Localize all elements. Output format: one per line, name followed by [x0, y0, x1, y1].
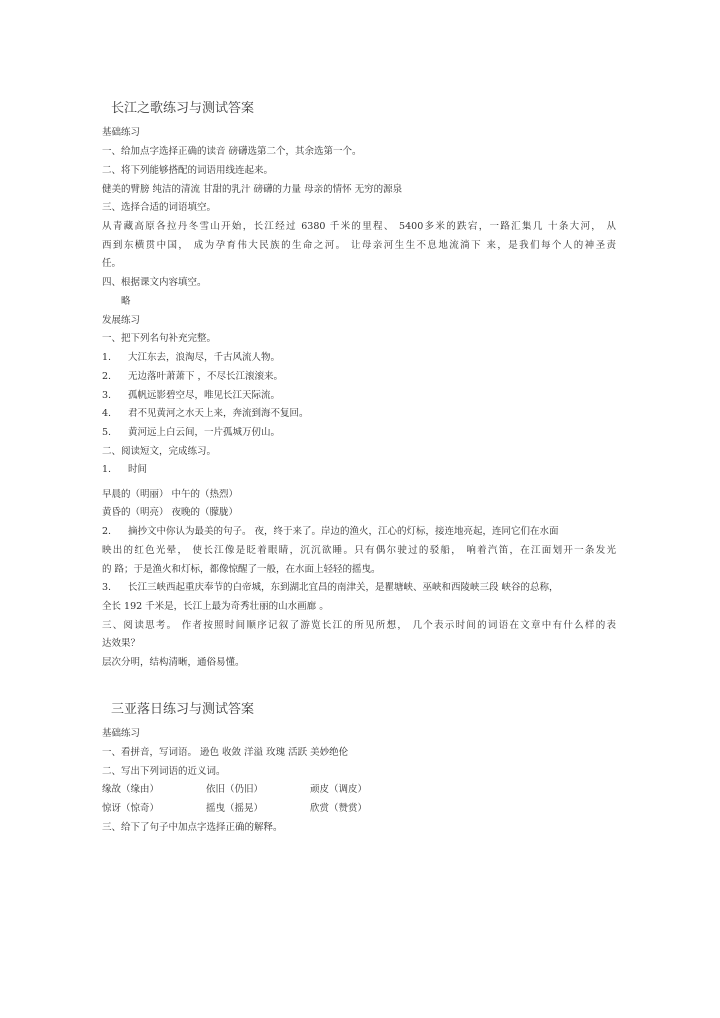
question-line: 三、阅读思考。 作者按照时间顺序记叙了游览长江的所见所想， 几个表示时间的词语在文章中有什么样的表 [102, 620, 616, 631]
synonym-pair: 顽皮（调皮） [310, 784, 368, 795]
list-item [102, 426, 280, 439]
answer-line: 全长 192 千米是，长江上最为奇秀壮丽的山水画廊 。 [102, 601, 329, 612]
answer-line: 从青藏高原各拉丹冬雪山开始，长江经过 6380 千米的里程、 5400多米的跌宕，一路汇集几 十条大河， 从 [102, 221, 616, 232]
item-number: 3. [102, 582, 112, 593]
question-line: 三、选择合适的词语填空。 [102, 202, 217, 213]
question-line: 一、把下列名句补充完整。 [102, 333, 217, 344]
question-line: 三、给下了句子中加点字选择正确的解释。 [102, 822, 283, 833]
synonym-pair: 缘故（缘由） [102, 784, 160, 795]
item-text: 无边落叶萧萧下 ，不尽长江滚滚来。 [128, 371, 284, 382]
subheading: 基础练习 [102, 127, 141, 138]
item-number: 3. [102, 390, 112, 401]
answer-line: 的 路；于是渔火和灯标，都像惊醒了一般，在水面上轻轻的摇曳。 [102, 564, 381, 575]
section-title: 三亚落日练习与测试答案 [111, 702, 255, 717]
question-line: 一、给加点字选择正确的读音 磅礴选第二个，其余选第一个。 [102, 146, 362, 157]
item-text: 长江三峡西起重庆奉节的白帝城，东到湖北宜昌的南津关，是瞿塘峡、巫峡和西陵峡三段 峡谷的总称， [128, 582, 559, 593]
item-number: 1. [102, 464, 112, 475]
item-text: 黄河远上白云间，一片孤城万仞山。 [128, 427, 281, 438]
question-line: 一、看拼音，写词语。 逊色 收敛 洋溢 玫瑰 活跃 美妙绝伦 [102, 747, 349, 758]
list-item [102, 525, 559, 538]
list-item [102, 370, 283, 383]
synonym-row [102, 783, 367, 796]
question-line: 达效果？ [102, 638, 141, 649]
answer-line: 略 [121, 296, 131, 307]
list-item [102, 407, 309, 420]
item-number: 5. [102, 427, 112, 438]
subheading: 发展练习 [102, 315, 141, 326]
answer-line: 映出的红色光晕， 使长江像是眨着眼睛，沉沉欲睡。只有偶尔驶过的驳船， 响着汽笛，在江面划开一条发光 [102, 545, 616, 556]
synonym-row [102, 802, 367, 815]
question-line: 二、阅读短文，完成练习。 [102, 446, 217, 457]
item-number: 2. [102, 526, 112, 537]
synonym-pair: 欣赏（赞赏） [310, 803, 368, 814]
item-text: 大江东去，浪淘尽，千古风流人物。 [128, 352, 281, 363]
list-item [102, 581, 559, 594]
answer-line: 健美的臂膀 纯洁的清流 甘甜的乳汁 磅礴的力量 母亲的情怀 无穷的源泉 [102, 184, 403, 195]
answer-line: 西到东横贯中国， 成为孕育伟大民族的生命之河。 让母亲河生生不息地流淌下 来，是我们每个人的神圣责 [102, 240, 616, 251]
item-number: 2. [102, 371, 112, 382]
question-line: 二、写出下列词语的近义词。 [102, 766, 226, 777]
item-text: 君不见黄河之水天上来，奔流到海不复回。 [128, 408, 309, 419]
list-item [102, 351, 280, 364]
list-item [102, 463, 147, 476]
section-title: 长江之歌练习与测试答案 [111, 101, 255, 116]
subheading: 基础练习 [102, 728, 141, 739]
synonym-pair: 惊讶（惊奇） [102, 803, 160, 814]
answer-line: 任。 [102, 258, 122, 269]
item-text: 摘抄文中你认为最美的句子。 夜，终于来了。岸边的渔火，江心的灯标，接连地亮起，连同它们在水面 [128, 526, 559, 537]
item-text: 时间 [128, 464, 148, 475]
synonym-pair: 摇曳（摇晃） [206, 803, 264, 814]
answer-line: 早晨的（明丽） 中午的（热烈） [102, 489, 239, 500]
synonym-pair: 依旧（仍旧） [206, 784, 264, 795]
list-item [102, 389, 280, 402]
question-line: 四、根据课文内容填空。 [102, 277, 207, 288]
item-number: 4. [102, 408, 112, 419]
item-text: 孤帆远影碧空尽，唯见长江天际流。 [128, 390, 281, 401]
answer-line: 黄昏的（明亮） 夜晚的（朦胧） [102, 507, 239, 518]
answer-line: 层次分明，结构清晰，通俗易懂。 [102, 657, 245, 668]
question-line: 二、将下列能够搭配的词语用线连起来。 [102, 165, 274, 176]
item-number: 1. [102, 352, 112, 363]
